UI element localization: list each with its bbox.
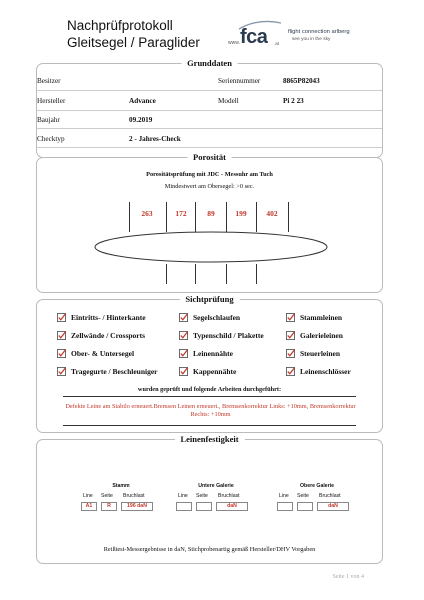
col-line: Line [279, 493, 289, 499]
porosity-value: 199 [235, 209, 247, 218]
seite-cell: R [101, 502, 117, 511]
label-checktyp: Checktyp [37, 135, 65, 143]
page-number: Seite 1 von 4 [332, 574, 364, 580]
col-seite: Seite [196, 493, 208, 499]
col-seite: Seite [101, 493, 113, 499]
value-seriennummer: 8865P82043 [283, 77, 320, 85]
checkbox-checked-icon [286, 367, 295, 376]
fca-logo [228, 22, 358, 50]
measure-line [256, 264, 257, 284]
porositaet-title: Porosität [187, 152, 232, 162]
divider [37, 147, 382, 148]
checkbox-checked-icon [57, 349, 66, 358]
bruchlast-cell: 196 daN [121, 502, 153, 511]
logo-slogan: see you in the sky [292, 37, 331, 42]
checkbox-checked-icon [179, 313, 188, 322]
group-name: Stamm [112, 483, 130, 489]
logo-brand: fca [240, 26, 268, 48]
checkbox-checked-icon [286, 349, 295, 358]
divider [37, 90, 382, 91]
sichtpruefung-section [36, 294, 383, 433]
value-checktyp: 2 - Jahres-Check [129, 135, 181, 143]
check-item: Typenschild / Plakette [179, 331, 264, 340]
document-title [67, 17, 200, 51]
leinenfestigkeit-title: Leinenfestigkeit [174, 434, 244, 444]
measure-line [226, 202, 227, 232]
logo-company: flight connection arlberg [288, 29, 350, 35]
measure-line [129, 202, 130, 232]
check-item: Segelschlaufen [179, 313, 240, 322]
line-cell [277, 502, 293, 511]
porosity-value: 89 [207, 209, 215, 218]
porosity-value: 402 [266, 209, 278, 218]
divider [63, 425, 356, 426]
value-modell: Pi 2 23 [283, 97, 304, 105]
logo-domain: .at [274, 41, 280, 46]
checkbox-checked-icon [57, 331, 66, 340]
label-besitzer: Besitzer [37, 77, 61, 85]
seite-cell [196, 502, 212, 511]
measure-line [166, 202, 167, 232]
measure-line [288, 202, 289, 232]
porosity-value: 172 [175, 209, 187, 218]
measure-line [195, 264, 196, 284]
check-item: Ober- & Untersegel [57, 349, 134, 358]
line-strength-table [37, 483, 382, 523]
divider [37, 128, 382, 129]
col-bruchlast: Bruchlast [218, 493, 240, 499]
glider-outline-icon [93, 230, 329, 264]
checkbox-checked-icon [179, 367, 188, 376]
measure-line [226, 264, 227, 284]
grunddaten-section [36, 58, 383, 158]
check-item: Leinenschlösser [286, 367, 351, 376]
check-item: Stammleinen [286, 313, 342, 322]
line-cell [176, 502, 192, 511]
col-line: Line [178, 493, 188, 499]
sichtpruefung-title: Sichtprüfung [179, 294, 239, 304]
leinenfestigkeit-footnote: Reißtest-Messergebnisse in daN, Stichprobenartig gemäß Hersteller/DHV Vorgaben [103, 546, 316, 553]
sichtpruefung-summary: wurden geprüft und folgende Arbeiten durchgeführt: [137, 386, 282, 393]
porositaet-minimum: Mindestwert am Obersegel: >0 sec. [164, 183, 255, 190]
check-item: Zellwände / Crossports [57, 331, 145, 340]
col-line: Line [83, 493, 93, 499]
bruchlast-cell: daN [216, 502, 248, 511]
porositaet-section [36, 152, 383, 293]
check-item: Leinennähte [179, 349, 233, 358]
value-hersteller: Advance [129, 97, 156, 105]
measure-line [256, 202, 257, 232]
col-bruchlast: Bruchlast [123, 493, 145, 499]
label-baujahr: Baujahr [37, 116, 60, 124]
porosity-value: 263 [141, 209, 153, 218]
col-bruchlast: Bruchlast [319, 493, 341, 499]
grunddaten-title: Grunddaten [181, 58, 238, 68]
measure-line [166, 264, 167, 284]
value-baujahr: 09.2019 [129, 116, 153, 124]
check-item: Galerieleinen [286, 331, 343, 340]
checkbox-checked-icon [179, 349, 188, 358]
check-item: Eintritts- / Hinterkante [57, 313, 146, 322]
col-seite: Seite [297, 493, 309, 499]
logo-www: www. [228, 40, 240, 46]
checkbox-checked-icon [286, 331, 295, 340]
porositaet-subtitle: Porositätsprüfung mit JDC - Messuhr am Tuch [146, 171, 273, 178]
bruchlast-cell: daN [317, 502, 349, 511]
check-item: Kappennähte [179, 367, 236, 376]
group-name: Obere Galerie [299, 483, 335, 489]
label-modell: Modell [218, 97, 239, 105]
divider [37, 110, 382, 111]
checkbox-checked-icon [179, 331, 188, 340]
check-item: Tragegurte / Beschleuniger [57, 367, 158, 376]
group-name: Untere Galerie [198, 483, 234, 489]
title-line-1: Nachprüfprotokoll [67, 18, 173, 33]
title-line-2: Gleitsegel / Paraglider [67, 35, 200, 50]
divider [63, 396, 356, 397]
work-notes: Defekte Leine am Stabilo erneuert.Bremsen Leinen erneuert., Bremsenkorrektur Links: +10mm, Bremsenkorrektur Rechts: +10mm [65, 403, 356, 418]
line-cell: A1 [81, 502, 97, 511]
label-hersteller: Hersteller [37, 97, 66, 105]
checkbox-checked-icon [57, 313, 66, 322]
leinenfestigkeit-section [36, 434, 383, 564]
checkbox-checked-icon [286, 313, 295, 322]
check-item: Steuerleinen [286, 349, 340, 358]
seite-cell [297, 502, 313, 511]
label-seriennummer: Seriennummer [218, 77, 261, 85]
checkbox-checked-icon [57, 367, 66, 376]
measure-line [195, 202, 196, 232]
